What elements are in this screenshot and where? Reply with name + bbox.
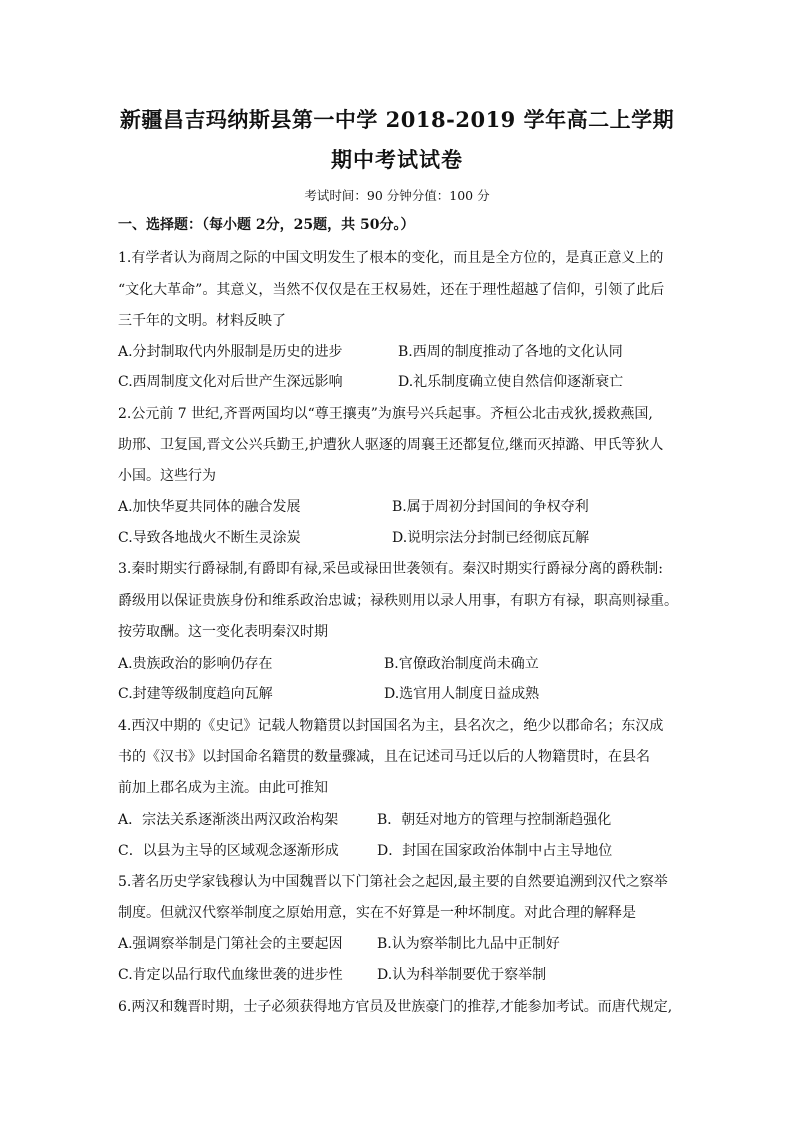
- question-2-stem-line-1: 2.公元前 7 世纪,齐晋两国均以“尊王攘夷”为旗号兴兵起事。齐桓公北击戎狄,援救燕国,: [118, 406, 653, 422]
- question-3-stem-line-1: 3.秦时期实行爵禄制,有爵即有禄,采邑或禄田世袭领有。秦汉时期实行爵禄分离的爵秩制:: [118, 561, 663, 577]
- question-2-option-d: D.说明宗法分封制已经彻底瓦解: [392, 530, 590, 546]
- question-3-option-d: D.选官用人制度日益成熟: [384, 686, 540, 702]
- question-4-stem-line-3: 前加上郡名成为主流。由此可推知: [118, 780, 328, 796]
- question-5-option-a: A.强调察举制是门第社会的主要起因: [118, 936, 343, 952]
- question-2-option-c: C.导致各地战火不断生灵涂炭: [118, 530, 301, 546]
- question-3-stem-line-3: 按劳取酬。这一变化表明秦汉时期: [118, 624, 328, 640]
- exam-title-line2: 期中考试试卷: [331, 147, 463, 172]
- question-4-option-b: B．朝廷对地方的管理与控制渐趋强化: [377, 812, 612, 828]
- question-5-stem-line-1: 5.著名历史学家钱穆认为中国魏晋以下门第社会之起因,最主要的自然要追溯到汉代之察举: [118, 874, 668, 890]
- question-1-stem-line-1: 1.有学者认为商周之际的中国文明发生了根本的变化，而且是全方位的，是真正意义上的: [118, 250, 664, 266]
- question-2-stem-line-2: 助邢、卫复国,晋文公兴兵勤王,护遭狄人驱逐的周襄王还都复位,继而灭掉潞、甲氏等狄人: [118, 437, 664, 453]
- question-4-option-c: C．以县为主导的区域观念逐渐形成: [118, 843, 339, 859]
- question-5-stem-line-2: 制度。但就汉代察举制度之原始用意，实在不好算是一种坏制度。对此合理的解释是: [118, 905, 636, 921]
- question-4-option-a: A．宗法关系逐渐淡出两汉政治构架: [118, 812, 339, 828]
- question-5-option-d: D.认为科举制要优于察举制: [377, 967, 547, 983]
- question-1-option-b: B.西周的制度推动了各地的文化认同: [398, 344, 623, 360]
- question-1-option-c: C.西周制度文化对后世产生深远影响: [118, 374, 343, 390]
- question-3-stem-line-2: 爵级用以保证贵族身份和维系政治忠诚；禄秩则用以录人用事，有职方有禄，职高则禄重。: [118, 593, 678, 609]
- section-heading: 一、选择题：（每小题 2分，25题，共 50分。）: [118, 217, 415, 233]
- question-1-option-a: A.分封制取代内外服制是历史的进步: [118, 344, 343, 360]
- question-3-option-a: A.贵族政治的影响仍存在: [118, 656, 273, 672]
- question-4-stem-line-1: 4.西汉中期的《史记》记载人物籍贯以封国国名为主，县名次之，绝少以郡命名；东汉成: [118, 718, 664, 734]
- question-1-stem-line-3: 三千年的文明。材料反映了: [118, 313, 286, 329]
- question-2-option-a: A.加快华夏共同体的融合发展: [118, 499, 301, 515]
- question-1-option-d: D.礼乐制度确立使自然信仰逐渐衰亡: [398, 374, 624, 390]
- question-3-option-b: B.官僚政治制度尚未确立: [384, 656, 539, 672]
- exam-info: 考试时间：90 分钟分值：100 分: [304, 188, 490, 203]
- question-4-stem-line-2: 书的《汉书》以封国命名籍贯的数量骤减，且在记述司马迁以后的人物籍贯时，在县名: [118, 749, 650, 765]
- question-2-option-b: B.属于周初分封国间的争权夺利: [392, 499, 589, 515]
- question-5-option-b: B.认为察举制比九品中正制好: [377, 936, 560, 952]
- exam-title-line1: 新疆昌吉玛纳斯县第一中学 2018-2019 学年高二上学期: [119, 107, 675, 132]
- question-2-stem-line-3: 小国。这些行为: [118, 468, 216, 484]
- question-6-stem-line-1: 6.两汉和魏晋时期，士子必须获得地方官员及世族豪门的推荐,才能参加考试。而唐代规定,: [118, 999, 673, 1015]
- question-4-option-d: D．封国在国家政治体制中占主导地位: [377, 843, 613, 859]
- question-1-stem-line-2: “文化大革命”。其意义，当然不仅仅是在王权易姓，还在于理性超越了信仰，引领了此后: [118, 282, 665, 298]
- question-3-option-c: C.封建等级制度趋向瓦解: [118, 686, 273, 702]
- question-5-option-c: C.肯定以品行取代血缘世袭的进步性: [118, 967, 343, 983]
